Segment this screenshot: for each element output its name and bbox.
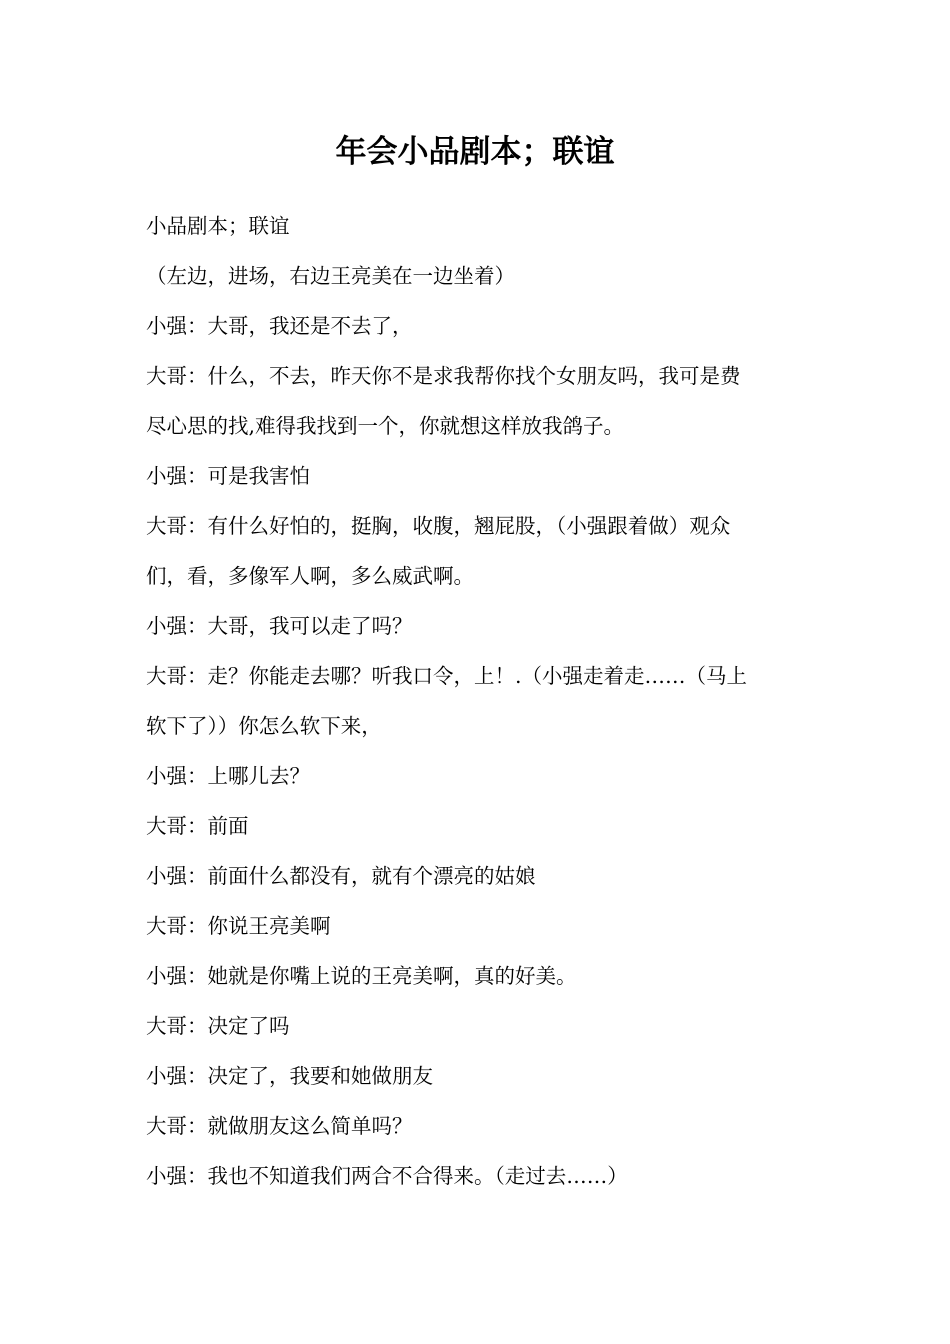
- script-line: 们，看，多像军人啊，多么威武啊。: [146, 564, 474, 588]
- script-line: 大哥：前面: [146, 814, 249, 838]
- script-line: 小强：前面什么都没有，就有个漂亮的姑娘: [146, 864, 536, 888]
- script-line: 大哥：决定了吗: [146, 1014, 290, 1038]
- script-line: 小强：决定了，我要和她做朋友: [146, 1064, 433, 1088]
- script-line: 软下了））你怎么软下来，: [146, 714, 382, 738]
- script-line: 小品剧本；联谊: [146, 214, 290, 238]
- stage-direction: （左边，进场，右边王亮美在一边坐着）: [146, 264, 515, 288]
- script-line: 大哥：有什么好怕的，挺胸，收腹，翘屁股，（小强跟着做）观众: [146, 514, 731, 538]
- script-line: 尽心思的找,难得我找到一个，你就想这样放我鸽子。: [146, 414, 625, 438]
- script-line: 大哥：什么，不去，昨天你不是求我帮你找个女朋友吗，我可是费: [146, 364, 741, 388]
- script-line: 小强：可是我害怕: [146, 464, 310, 488]
- script-line: 小强：我也不知道我们两合不合得来。（走过去……）: [146, 1164, 628, 1188]
- script-line: 小强：大哥，我可以走了吗？: [146, 614, 413, 638]
- script-line: 小强：大哥，我还是不去了，: [146, 314, 413, 338]
- document-title: 年会小品剧本；联谊: [335, 134, 615, 170]
- script-body: [146, 201, 811, 1201]
- script-line: 大哥：走？你能走去哪？听我口令，上！.（小强走着走……（马上: [146, 664, 748, 688]
- script-line: 小强：她就是你嘴上说的王亮美啊，真的好美。: [146, 964, 577, 988]
- script-line: 大哥：你说王亮美啊: [146, 914, 331, 938]
- script-line: 小强：上哪儿去？: [146, 764, 310, 788]
- script-line: 大哥：就做朋友这么简单吗？: [146, 1114, 413, 1138]
